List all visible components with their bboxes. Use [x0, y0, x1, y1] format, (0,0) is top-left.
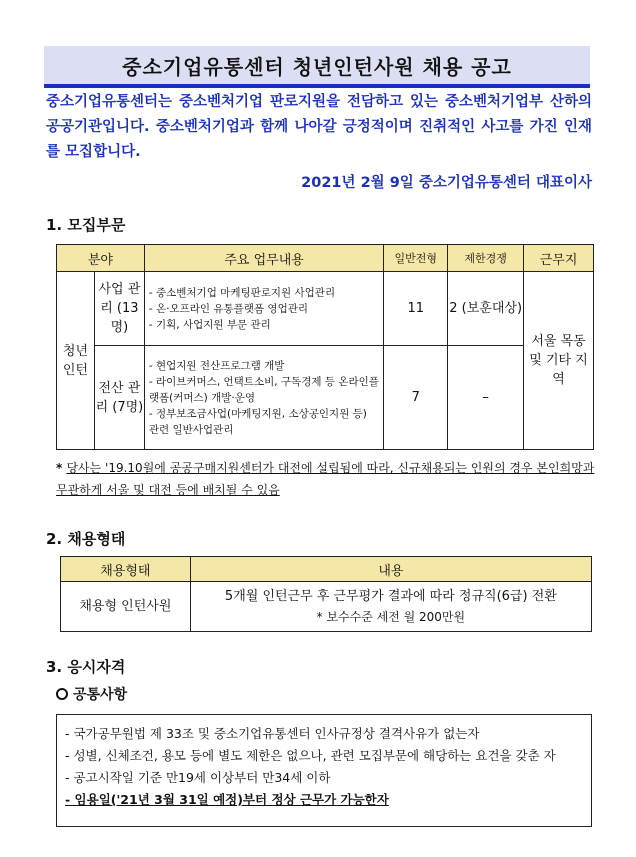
- restricted-it: –: [448, 346, 524, 450]
- duties-business: - 중소벤처기업 마케팅판로지원 사업관리 - 온·오프라인 유통플랫폼 영업관리 - 기획, 사업지원 부문 관리: [144, 272, 383, 346]
- general-business: 11: [384, 272, 448, 346]
- placement-note: [56, 457, 596, 501]
- page-title: 중소기업유통센터 청년인턴사원 채용 공고: [44, 46, 590, 88]
- employment-table: [60, 556, 592, 632]
- intro-paragraph: 중소기업유통센터는 중소벤처기업 판로지원을 전담하고 있는 중소벤처기업부 산하의 공공기관입니다. 중소벤처기업과 함께 나아갈 긍정적이며 진취적인 사고를 가진 인재를 모집합니다.: [46, 94, 592, 160]
- circle-bullet-icon: [56, 688, 68, 700]
- restricted-business: 2 (보훈대상): [448, 272, 524, 346]
- header-location: 근무지: [524, 245, 594, 272]
- employment-content: 5개월 인턴근무 후 근무평가 결과에 따라 정규직(6급) 전환: [224, 588, 557, 604]
- header-duties: 주요 업무내용: [144, 245, 383, 272]
- header-general: 일반전형: [384, 245, 448, 272]
- note-marker: *: [56, 461, 67, 475]
- requirement-item: - 임용일('21년 3월 31일 예정)부터 정상 근무가 가능한자: [65, 792, 389, 807]
- common-requirements-label: 공통사항: [73, 687, 128, 703]
- header-field: 분야: [57, 245, 145, 272]
- section-heading-eligibility: 3. 응시자격: [46, 658, 126, 676]
- date-signature: 2021년 2월 9일 중소기업유통센터 대표이사: [301, 175, 592, 191]
- pay-level: * 보수수준 세전 월 200만원: [316, 609, 466, 624]
- requirement-item: - 국가공무원법 제 33조 및 중소기업유통센터 인사규정상 결격사유가 없는자: [65, 726, 480, 741]
- note-text: 당사는 '19.10월에 공공구매지원센터가 대전에 설립됨에 따라, 신규채용되는 인원의 경우 본인희망과 무관하게 서울 및 대전 등에 배치될 수 있음: [56, 461, 595, 497]
- header-restricted: 제한경쟁: [448, 245, 524, 272]
- header-content: 내용: [190, 557, 591, 582]
- group-cell: 청년 인턴: [57, 272, 95, 450]
- employment-type: 채용형 인턴사원: [61, 582, 191, 632]
- requirements-box: [56, 714, 592, 827]
- duties-it: - 현업지원 전산프로그램 개발 - 라이브커머스, 언택트소비, 구독경제 등 온라인플랫폼(커머스) 개발·운영 - 정부보조금사업(마케팅지원, 소상공인지원 등) 관련 일반사업관리: [144, 346, 383, 450]
- location-cell: 서울 목동 및 기타 지역: [524, 272, 594, 450]
- employment-content-cell: [190, 582, 591, 632]
- section-heading-employment: 2. 채용형태: [46, 530, 126, 548]
- requirement-item: - 공고시작일 기준 만19세 이상부터 만34세 이하: [65, 770, 331, 785]
- common-requirements-heading: [56, 684, 127, 704]
- requirement-item: - 성별, 신체조건, 용모 등에 별도 제한은 없으나, 관련 모집부문에 해당하는 요건을 갖춘 자: [65, 748, 556, 763]
- recruitment-table: [56, 244, 594, 450]
- general-it: 7: [384, 346, 448, 450]
- field-business: 사업 관리 (13명): [94, 272, 144, 346]
- field-it: 전산 관리 (7명): [94, 346, 144, 450]
- header-type: 채용형태: [61, 557, 191, 582]
- section-heading-recruitment: 1. 모집부문: [46, 216, 126, 234]
